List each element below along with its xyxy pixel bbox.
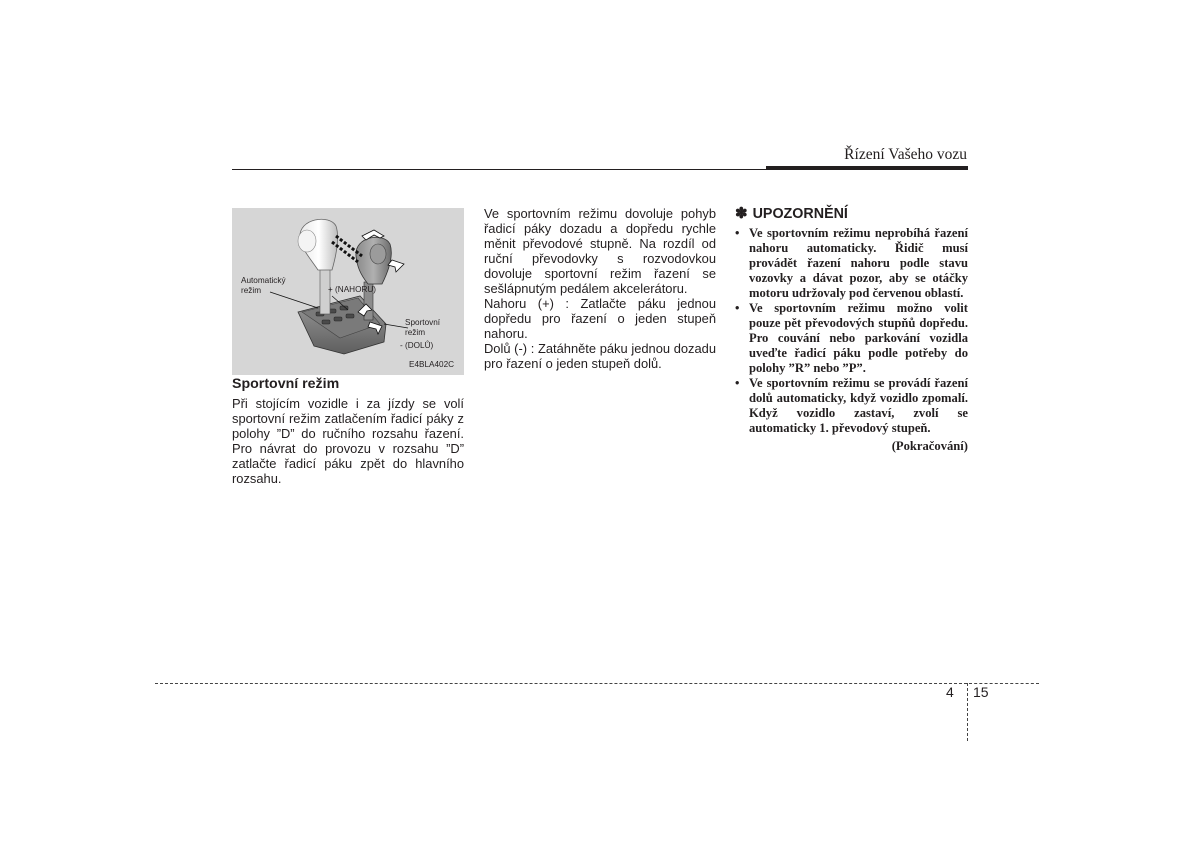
column-sport-mode-details — [484, 206, 716, 371]
caution-item-text: Ve sportovním režimu možno volit pouze pět převodových stupňů dopředu. Pro couvání nebo parkování vozidla uveďte řadicí páku podle potřeby do polohy ”R” nebo ”P”. — [749, 301, 968, 375]
caution-box — [735, 205, 968, 454]
automatic-mode-label: Automatický režim — [241, 276, 286, 295]
body-paragraph: Ve sportovním režimu dovoluje pohyb řadicí páky dozadu a dopředu rychle měnit převodové stupně. Na rozdíl od ruční převodovky s rozvodovkou dovoluje sportovní režim řazení se sešlápnutým pedálem akcelerátoru. — [484, 206, 716, 296]
caution-item-text: Ve sportovním režimu neprobíhá řazení nahoru automaticky. Řidič musí provádět řazení nahoru podle stavu vozovky a dávat pozor, aby se otáčky motoru udržovaly pod červenou oblastí. — [749, 226, 968, 300]
caution-list — [735, 226, 968, 436]
gear-shift-illustration — [232, 208, 464, 375]
column-sport-mode — [232, 375, 464, 486]
sport-mode-paragraph: Při stojícím vozidle i za jízdy se volí sportovní režim zatlačením řadicí páky z polohy ”D” do ručního rozsahu řazení. Pro návrat do provozu v rozsahu ”D” zatlačte řadicí páku zpět do hlavního rozsahu. — [232, 396, 464, 486]
page-header-title: Řízení Vašeho vozu — [844, 146, 967, 163]
upshift-paragraph: Nahoru (+) : Zatlačte páku jednou dopředu pro řazení o jeden stupeň nahoru. — [484, 296, 716, 341]
caution-item — [735, 226, 968, 301]
caution-item — [735, 376, 968, 436]
caution-item-text: Ve sportovním režimu se provádí řazení dolů automaticky, když vozidlo zpomalí. Když vozidlo zastaví, zvolí se automaticky 1. převodový stupeň. — [749, 376, 968, 435]
bullet-icon: • — [735, 301, 740, 315]
chapter-number: 4 — [946, 684, 954, 700]
caution-heading — [735, 205, 968, 223]
caution-item — [735, 301, 968, 376]
caution-star-icon: ✽ — [735, 205, 748, 222]
page-number: 15 — [973, 684, 989, 700]
downshift-paragraph: Dolů (-) : Zatáhněte páku jednou dozadu pro řazení o jeden stupeň dolů. — [484, 341, 716, 371]
figure-code: E4BLA402C — [409, 360, 455, 369]
header-rule-accent — [766, 166, 968, 170]
downshift-label: - (DOLŮ) — [400, 341, 434, 350]
bullet-icon: • — [735, 226, 740, 240]
sport-mode-label: Sportovní režim — [405, 318, 441, 337]
footer-rule — [155, 683, 967, 684]
upshift-label: + (NAHORU) — [328, 285, 376, 294]
continued-note: (Pokračování) — [891, 439, 968, 453]
bullet-icon: • — [735, 376, 740, 390]
section-heading: Sportovní režim — [232, 376, 340, 392]
caution-title: UPOZORNĚNÍ — [752, 206, 848, 222]
footer-divider — [967, 683, 968, 741]
